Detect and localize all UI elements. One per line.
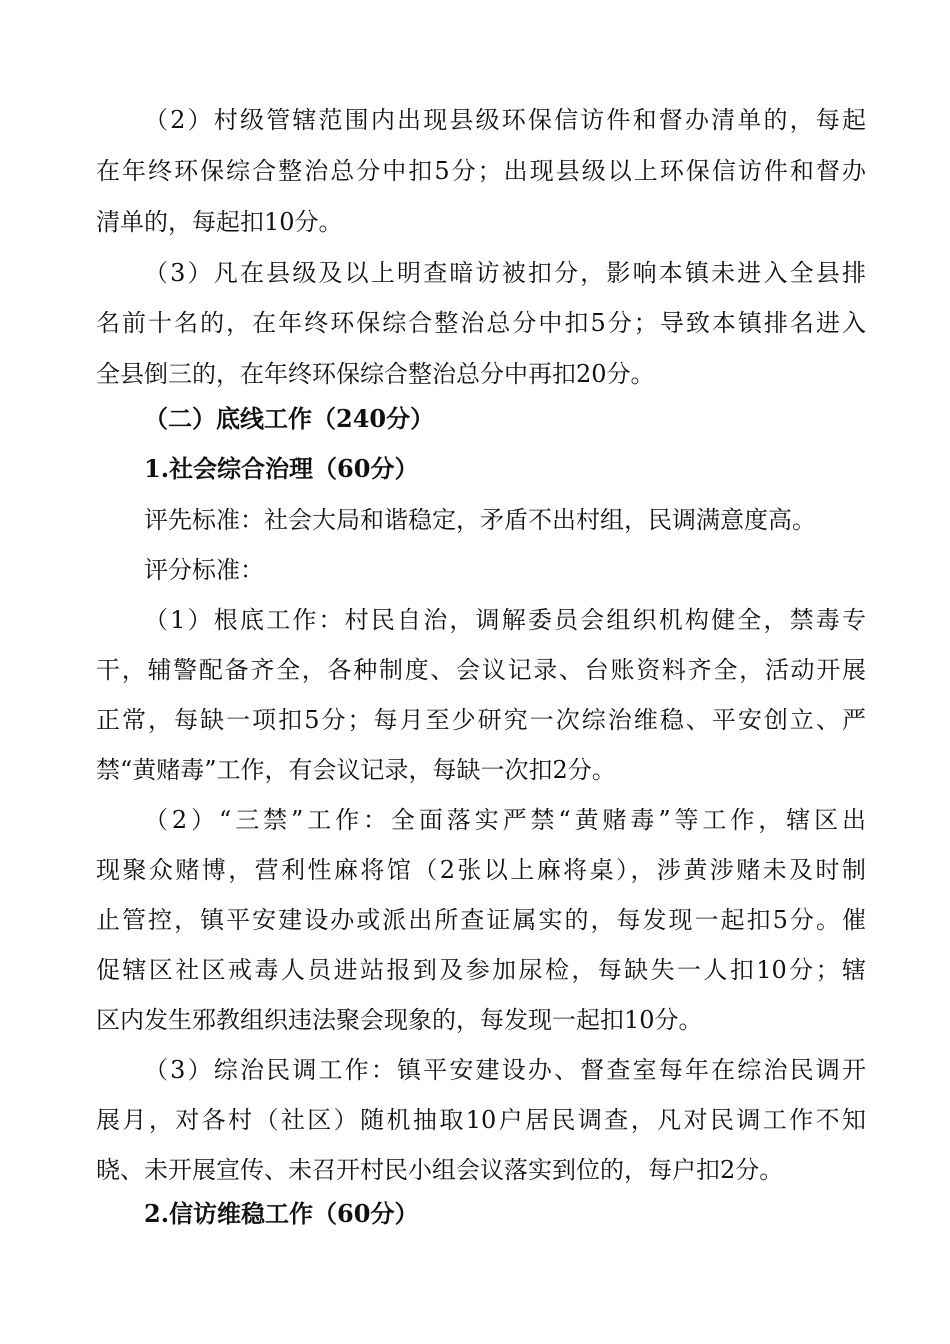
paragraph-line: 清单的，每起扣10分。 [96, 208, 343, 236]
paragraph-line: 评先标准：社会大局和谐稳定，矛盾不出村组，民调满意度高。 [144, 506, 816, 534]
paragraph-line: 禁“黄赌毒”工作，有会议记录，每缺一次扣2分。 [96, 756, 616, 784]
section-heading: （二）底线工作（240分） [144, 404, 435, 433]
paragraph-line: （3）综治民调工作：镇平安建设办、督查室每年在综治民调开 [144, 1056, 866, 1084]
paragraph-line: 区内发生邪教组织违法聚会现象的，每发现一起扣10分。 [96, 1006, 703, 1034]
subsection-heading: 1.社会综合治理（60分） [144, 454, 419, 483]
paragraph-line: （2）“三禁”工作：全面落实严禁“黄赌毒”等工作，辖区出 [144, 806, 866, 834]
paragraph-line: 在年终环保综合整治总分中扣5分；出现县级以上环保信访件和督办 [96, 157, 866, 185]
paragraph-line: （2）村级管辖范围内出现县级环保信访件和督办清单的，每起 [144, 106, 866, 134]
paragraph-line: 止管控，镇平安建设办或派出所查证属实的，每发现一起扣5分。催 [96, 906, 866, 934]
paragraph-line: （1）根底工作：村民自治，调解委员会组织机构健全，禁毒专 [144, 606, 866, 634]
paragraph-line: 促辖区社区戒毒人员进站报到及参加尿检，每缺失一人扣10分；辖 [96, 956, 866, 984]
paragraph-line: 现聚众赌博，营利性麻将馆（2张以上麻将桌），涉黄涉赌未及时制 [96, 856, 866, 884]
paragraph-line: 晓、未开展宣传、未召开村民小组会议落实到位的，每户扣2分。 [96, 1156, 784, 1184]
paragraph-line: 评分标准： [144, 556, 264, 584]
paragraph-line: 全县倒三的，在年终环保综合整治总分中再扣20分。 [96, 360, 655, 388]
paragraph-line: 展月，对各村（社区）随机抽取10户居民调查，凡对民调工作不知 [96, 1106, 866, 1134]
paragraph-line: 干，辅警配备齐全，各种制度、会议记录、台账资料齐全，活动开展 [96, 656, 866, 684]
paragraph-line: （3）凡在县级及以上明查暗访被扣分，影响本镇未进入全县排 [144, 259, 866, 287]
paragraph-line: 名前十名的，在年终环保综合整治总分中扣5分；导致本镇排名进入 [96, 309, 866, 337]
paragraph-line: 正常，每缺一项扣5分；每月至少研究一次综治维稳、平安创立、严 [96, 706, 866, 734]
subsection-heading: 2.信访维稳工作（60分） [144, 1199, 419, 1228]
